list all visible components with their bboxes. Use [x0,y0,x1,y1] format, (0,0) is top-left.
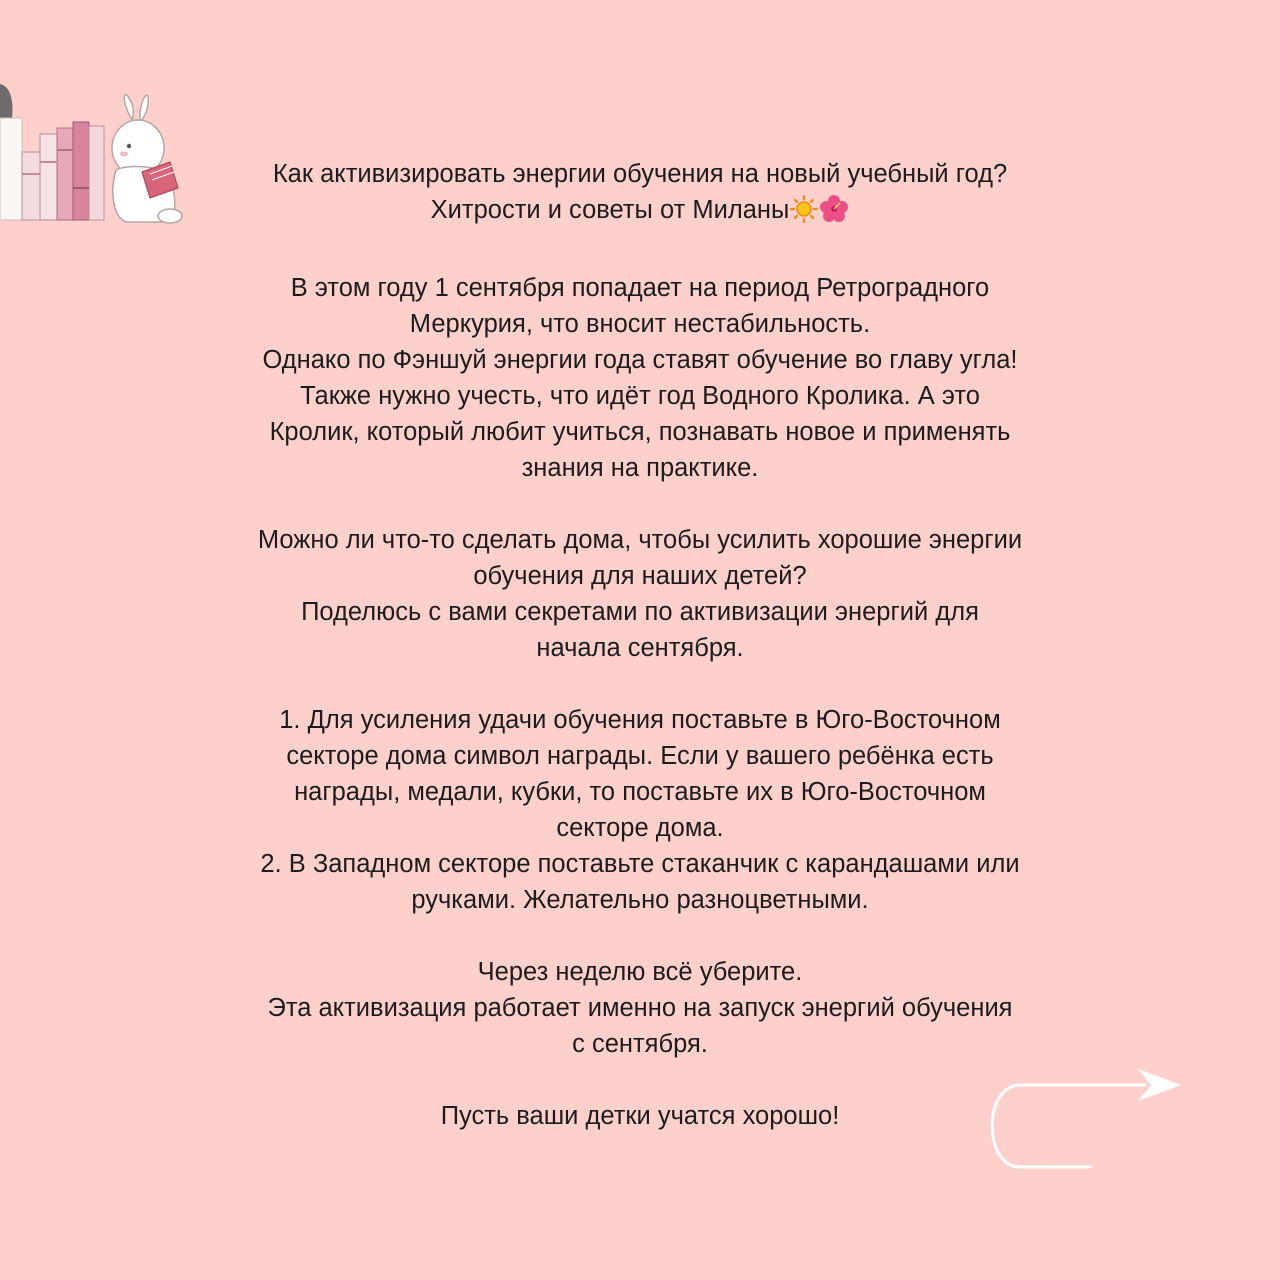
title-line-2: Хитрости и советы от Миланы [430,196,790,224]
book-spine [73,122,89,220]
sun-icon [789,194,819,234]
book-spine [40,134,57,220]
post-closing-line: Пусть ваши детки учатся хорошо! [440,1102,840,1130]
post-paragraph-line: Эта активизация работает именно на запуск энергий обучения [267,994,1013,1022]
post-paragraph-line: Кролик, который любит учиться, познавать новое и применять [269,418,1011,446]
post-paragraph-line: знания на практике. [521,454,759,482]
bunny-figure [112,95,182,223]
post-text [200,156,1080,1134]
post-list-line: 1. Для усиления удачи обучения поставьте в Юго-Восточном [279,706,1001,734]
post-list-line: 2. В Западном секторе поставьте стаканчик с карандашами или [260,850,1020,878]
post-list-line: награды, медали, кубки, то поставьте их в Юго-Восточном [294,778,986,806]
post-paragraph-line: обучения для наших детей? [473,562,807,590]
post-list-line: секторе дома. [556,814,724,842]
post-paragraph-line: Через неделю всё уберите. [477,958,803,986]
post-paragraph-line: Также нужно учесть, что идёт год Водного Кролика. А это [300,382,980,410]
bunny-reading-books-illustration [0,70,200,240]
post-paragraph-line: Однако по Фэншуй энергии года ставят обучение во главу угла! [262,346,1018,374]
post-paragraph-line: Меркурия, что вносит нестабильность. [409,310,871,338]
post-subtitle [200,192,1080,234]
post-list-line: ручками. Желательно разноцветными. [411,886,869,914]
book-spine [89,126,104,220]
post-paragraph-line: В этом году 1 сентября попадает на период Ретроградного [290,274,990,302]
next-arrow-icon[interactable] [975,1065,1190,1175]
post-list-line: секторе дома символ награды. Если у вашего ребёнка есть [286,742,994,770]
hibiscus-icon [819,194,849,234]
book-spine [57,128,73,220]
post-paragraph-line: начала сентября. [536,634,744,662]
title-line-1: Как активизировать энергии обучения на новый учебный год? [272,160,1008,188]
post-paragraph-line: Можно ли что-то сделать дома, чтобы усилить хорошие энергии [257,526,1023,554]
book-spine [22,152,40,220]
post-paragraph-line: Поделюсь с вами секретами по активизации энергий для [301,598,979,626]
white-block [0,118,22,220]
grey-figure-shape [0,84,13,120]
post-title [200,156,1080,192]
post-paragraph-line: с сентября. [572,1030,708,1058]
